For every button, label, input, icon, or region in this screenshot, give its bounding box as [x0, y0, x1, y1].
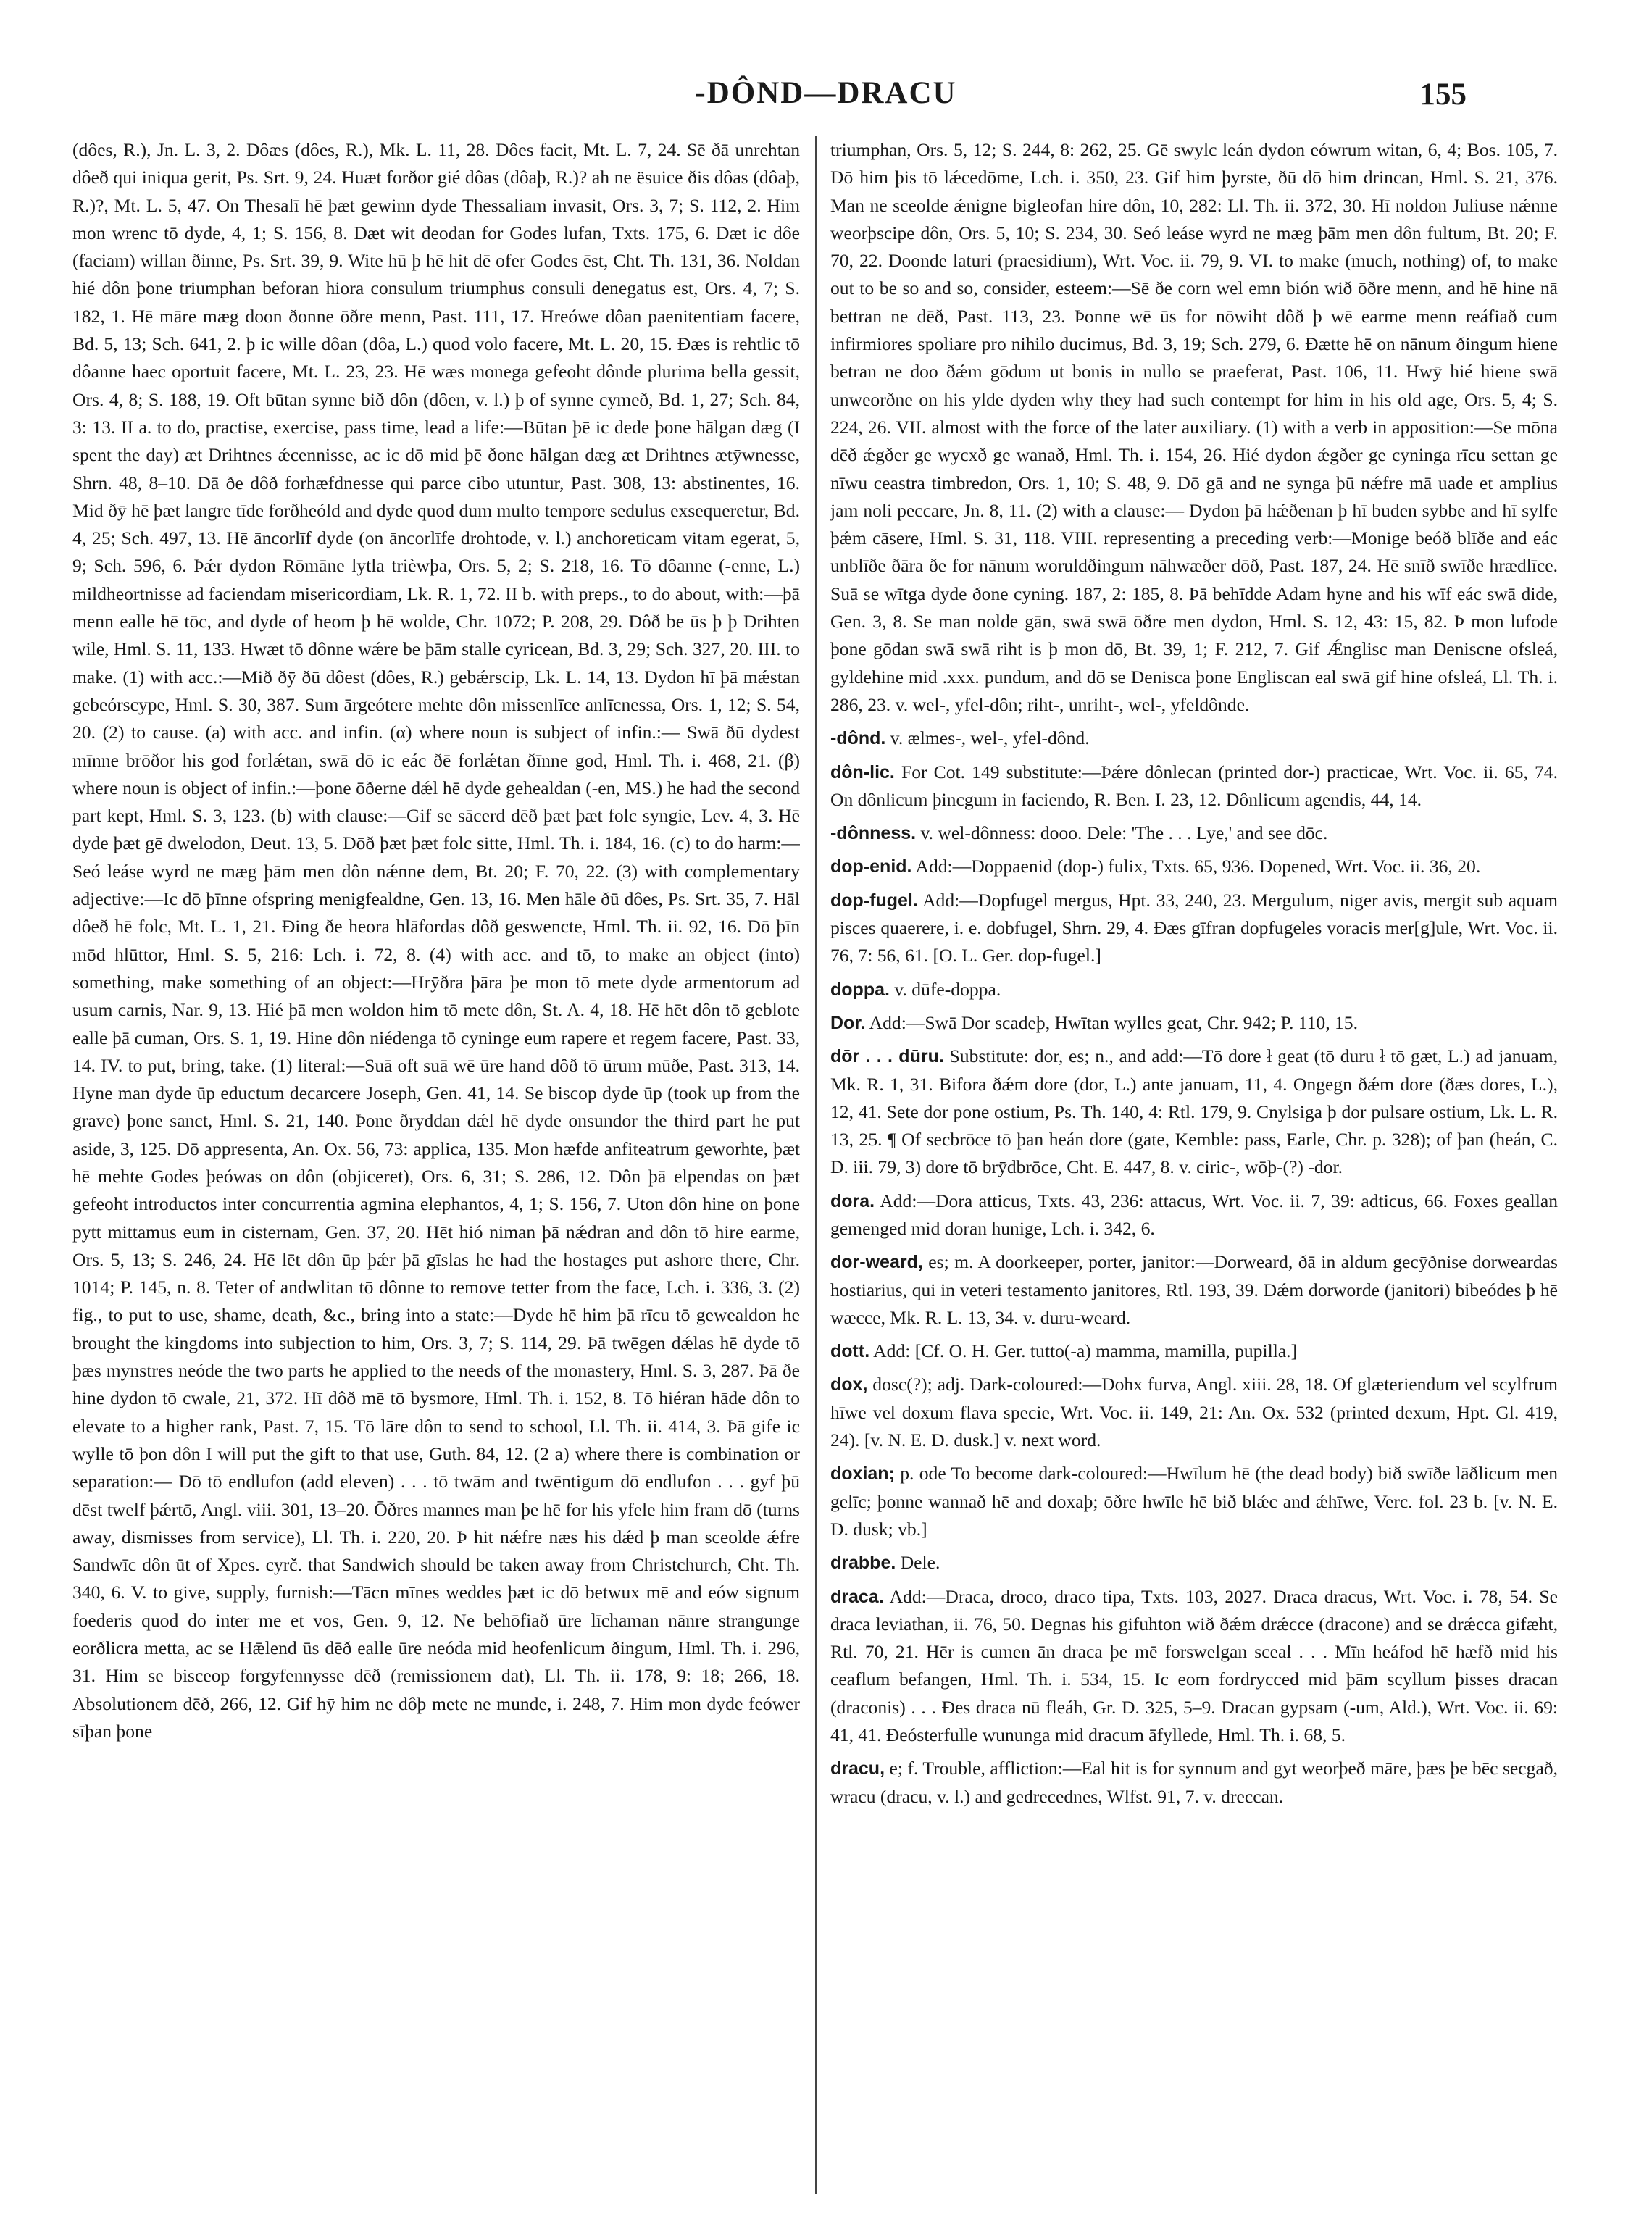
running-head: -DÔND—DRACU: [695, 76, 957, 110]
dictionary-entry: [830, 1248, 1558, 1332]
entry-headword: dop-enid.: [830, 856, 912, 877]
dictionary-entry: [830, 725, 1558, 752]
entry-text: v. ælmes-, wel-, yfel-dônd.: [885, 727, 1090, 749]
dictionary-entry: [830, 819, 1558, 847]
entry-headword: dox,: [830, 1374, 868, 1395]
entry-text: For Cot. 149 substitute:—Þǽre dônlecan (printed dor-) practicae, Wrt. Voc. ii. 65, 74. On dônlicum þincgum in faciendo, R. Ben. I. 23, 12. Dônlicum agendis, 44, 14.: [830, 761, 1558, 810]
dictionary-entry: [830, 759, 1558, 814]
entry-headword: dôn-lic.: [830, 761, 895, 782]
entry-headword: dora.: [830, 1190, 875, 1211]
entry-text: e; f. Trouble, affliction:—Eal hit is for synnum and gyt weorþeð māre, þæs þe bēc secgað, wracu (dracu, v. l.) and gedrecednes, Wlfst. 91, 7. v. dreccan.: [830, 1758, 1558, 1807]
entry-text: Add:—Dora atticus, Txts. 43, 236: attacus, Wrt. Voc. ii. 7, 39: adticus, 66. Foxes geallan gemenged mid doran hunige, Lch. i. 342, 6.: [830, 1190, 1558, 1239]
dictionary-entry: [830, 1583, 1558, 1750]
entry-text: Add:—Doppaenid (dop-) fulix, Txts. 65, 936. Dopened, Wrt. Voc. ii. 36, 20.: [911, 856, 1481, 877]
entry-headword: dop-fugel.: [830, 890, 918, 911]
entry-text: Add:—Swā Dor scadeþ, Hwītan wylles geat, Chr. 942; P. 110, 15.: [865, 1011, 1358, 1033]
entry-headword: dracu,: [830, 1758, 885, 1779]
left-column: [72, 136, 800, 2194]
entry-headword: draca.: [830, 1586, 884, 1607]
entry-text: Dele.: [896, 1552, 940, 1574]
entry-text: v. dūfe-doppa.: [889, 978, 1001, 1000]
entry-text: Substitute: dor, es; n., and add:—Tō dore ł geat (tō duru ł tō gæt, L.) ad januam, Mk. R. 1, 31. Bifora ðǽm dore (dor, L.) ante januam, 11, 4. Ongegn ðǽm dore (ðæs dores, L.), 12, 41. Sete dor pone ostium, Ps. Th. 140, 4: Rtl. 179, 9. Cnylsiga þ dor pulsare ostium, Lk. L. R. 13, 25. ¶ Of secbrōce tō þan heán dore (gate, Kemble: pass, Earle, Chr. p. 328); of þan (heán, C. D. iii. 79, 3) dore tō brȳdbrōce, Cht. E. 447, 8. v. ciric-, wōþ-(?) -dor.: [830, 1045, 1558, 1178]
dictionary-entry: [830, 887, 1558, 970]
entry-headword: Dor.: [830, 1012, 866, 1033]
entry-headword: -dônness.: [830, 823, 917, 844]
entry-text: dosc(?); adj. Dark-coloured:—Dohx furva, Angl. xiii. 28, 18. Of glæteriendum vel scylfrum hīwe vel doxum flava specie, Wrt. Voc. ii. 149, 21: An. Ox. 532 (printed dexum, Hpt. Gl. 419, 24). [v. N. E. D. dusk.] v. next word.: [830, 1374, 1558, 1451]
entry-headword: dott.: [830, 1341, 870, 1362]
entry-text: Add:—Draca, droco, draco tipa, Txts. 103, 2027. Draca dracus, Wrt. Voc. i. 78, 54. Se draca leviathan, ii. 76, 50. Ðegnas his gifuhton wið ðǽm drǽcce (dracone) and se drǽcca gifæht, Rtl. 70, 21. Hēr is cumen ān draca þe mē forswelgan sceal . . . Mīn heáfod hē hæfð mid his ceaflum befangen, Hml. Th. i. 534, 15. Ic eom fordrycced mid þām scyllum þisses dracan (draconis) . . . Ðes draca nū fleáh, Gr. D. 325, 5–9. Dracan gypsam (-um, Ald.), Wrt. Voc. ii. 69: 41, 41. Ðeósterfulle wununga mid dracum āfyllede, Hml. Th. i. 68, 5.: [830, 1585, 1558, 1746]
dictionary-entry: [830, 1187, 1558, 1243]
dictionary-entry: [830, 1460, 1558, 1543]
right-column: [830, 136, 1558, 2194]
entry-text: p. ode To become dark-coloured:—Hwīlum hē (the dead body) bið swīðe lāðlicum men gelīc; þonne wannað hē and doxaþ; ōðre hwīle hē bið blǽc and ǽhīwe, Verc. fol. 23 b. [v. N. E. D. dusk; vb.]: [830, 1463, 1558, 1540]
dictionary-entry: [830, 1009, 1558, 1037]
entry-headword: doppa.: [830, 979, 890, 1000]
dictionary-entry: [830, 976, 1558, 1003]
dictionary-entry: [830, 1337, 1558, 1365]
entry-headword: drabbe.: [830, 1553, 896, 1574]
dictionary-entry: [830, 1755, 1558, 1811]
dictionary-entry: [830, 1371, 1558, 1454]
entry-headword: dor-weard,: [830, 1252, 923, 1273]
entry-headword: -dônd.: [830, 728, 886, 749]
dictionary-entry: [830, 853, 1558, 880]
entry-headword: dōr . . . dūru.: [830, 1046, 944, 1067]
entry-text: triumphan, Ors. 5, 12; S. 244, 8: 262, 25. Gē swylc leán dydon eówrum witan, 6, 4; Bos. 105, 7. Dō him þis tō lǽcedōme, Lch. i. 350, 23. Gif him þyrste, ðū dō him drincan, Hml. S. 21, 376. Man ne sceolde ǽnigne bigleofan hire dôn, 10, 282: Ll. Th. ii. 372, 30. Hī noldon Juliuse nǽnne weorþscipe dôn, Ors. 5, 10; S. 234, 30. Seó leáse wyrd ne mæg þām men dôn fultum, Bt. 20; F. 70, 22. Doonde laturi (praesidium), Wrt. Voc. ii. 79, 9. VI. to make (much, nothing) of, to make out to be so and so, consider, esteem:—Sē ðe corn wel emn bión wið ōðre menn, and hē hine nā bettran ne dēð, Past. 113, 23. Þonne wē ūs for nōwiht dôð þ wē earme menn reáfiað cum infirmiores spoliare pro nihilo ducimus, Bd. 3, 19; Sch. 279, 6. Ðætte hē on nānum ðingum hiene betran ne doo ðǽm gōdum ut bonis in nullo se praeferat, Past. 106, 11. Hwȳ hié hiene swā unweorðne on his ylde dyden why they had such contempt for him in his old age, Ors. 5, 4; S. 224, 26. VII. almost with the force of the later auxiliary. (1) with a verb in apposition:—Se mōna dēð ǽgðer ge wycxð ge wanað, Hml. Th. i. 154, 26. Hié dydon ǽgðer ge cyninga rīcu settan ge nīwu ceastra timbredon, Ors. 1, 10; S. 48, 9. Dō gā and ne synga þū nǽfre mā uade et amplius jam noli peccare, Jn. 8, 11. (2) with a clause:— Dydon þā hǽðenan þ hī buden sybbe and hī sylfe þǽm cāsere, Hml. S. 31, 118. VIII. representing a preceding verb:—Monige beóð blīðe and eác unblīðe ðāra ðe for nānum woruldðingum nāhwæðer dōð, Past. 187, 24. Hē snīð swīðe hrædlīce. Suā se wītga dyde ðone cyning. 187, 2: 185, 8. Þā behīdde Adam hyne and his wīf eác swā dide, Gen. 3, 8. Se man nolde gān, swā swā ōðre men dydon, Hml. S. 12, 43: 15, 82. Þ mon lufode þone gōdan swā swā riht is þ mon dō, Bt. 39, 1; F. 212, 7. Gif Ǽnglisc man Deniscne ofsleá, gyldehine mid .xxx. pundum, and dō se Denisca þone Engliscan eal swā gif hine ofsleá, Ll. Th. i. 286, 23. v. wel-, yfel-dôn; riht-, unriht-, wel-, yfeldônde.: [830, 139, 1558, 715]
column-divider: [815, 136, 817, 2194]
entry-headword: doxian;: [830, 1464, 895, 1485]
entry-continuation: (dôes, R.), Jn. L. 3, 2. Dôæs (dôes, R.), Mk. L. 11, 28. Dôes facit, Mt. L. 7, 24. Sē ðā unrehtan dôeð qui iniqua gerit, Ps. Srt. 9, 24. Huæt forðor gié dôas (dôaþ, R.)? ah ne ësuice ðis dôas (dôaþ, R.)?, Mt. L. 5, 47. On Thesalī hē þæt gewinn dyde Thessaliam invasit, Ors. 3, 7; S. 112, 2. Him mon wrenc tō dyde, 4, 1; S. 156, 8. Ðæt wit deodan for Godes lufan, Txts. 175, 6. Ðæt ic dôe (faciam) willan ðinne, Ps. Srt. 39, 9. Wite hū þ hē hit dē ofer Godes ēst, Cht. Th. 131, 36. Noldan hié dôn þone triumphan beforan hiora consulum triumphus consuli denegatus est, Ors. 4, 7; S. 182, 1. Hē māre mæg doon ðonne ōðre menn, Past. 111, 17. Hreówe dôan paenitentiam facere, Bd. 5, 13; Sch. 641, 2. þ ic wille dôan (dôa, L.) quod volo facere, Mt. L. 20, 15. Ðæs is rehtlic tō dôanne haec oportuit facere, Mt. L. 23, 23. Hē wæs monega gefeoht dônde plurima bella gessit, Ors. 4, 8; S. 188, 19. Oft būtan synne bið dôn (dôen, v. l.) þ of synne cymeð, Bd. 1, 27; Sch. 84, 3: 13. II a. to do, practise, exercise, pass time, lead a life:—Būtan þē ic dede þone hālgan dæg (I spent the day) æt Drihtnes ǽcennisse, ac ic dō mid þē ðone hālgan dæg æt Drihtnes ætȳwnesse, Shrn. 48, 8–10. Ðā ðe dôð forhæfdnesse qui parce cibo utuntur, Past. 308, 13: abstinentes, 16. Mid ðȳ hē þæt langre tīde forðheóld and dyde quod dum multo tempore sedulus exsequeretur, Bd. 4, 25; Sch. 497, 13. Hē āncorlīf dyde (on āncorlīfe drohtode, v. l.) anchoreticam vitam egerat, 5, 9; Sch. 596, 6. Þǽr dydon Rōmāne lytla trièwþa, Ors. 5, 2; S. 218, 16. Tō dôanne (-enne, L.) mildheortnisse ad faciendam misericordiam, Lk. R. 1, 72. II b. with preps., to do about, with:—þā menn ealle hē tōc, and dyde of heom þ hē wolde, Chr. 1072; P. 208, 29. Dôð be ūs þ þ Drihten wile, Hml. S. 11, 133. Hwæt tō dônne wǽre be þām stalle cyricean, Bd. 3, 29; Sch. 327, 20. III. to make. (1) with acc.:—Mið ðȳ ðū dôest (dôes, R.) gebǽrscip, Lk. L. 14, 13. Dydon hī þā mǽstan gebeórscype, Hml. S. 30, 387. Sum ārgeótere mehte dôn missenlīce anlīcnessa, Ors. 1, 12; S. 54, 20. (2) to cause. (a) with acc. and infin. (α) where noun is subject of infin.:— Swā ðū dydest mīnne brōðor his god forlǽtan, swā dō ic eác ðē forlǽtan ðīnne god, Hml. Th. i. 468, 21. (β) where noun is object of infin.:—þone ōðerne dǽl hē dyde gehealdan (-en, MS.) he had the second part kept, Hml. S. 3, 123. (b) with clause:—Gif se sācerd dēð þæt þæt folc syngie, Lev. 4, 3. Hē dyde þæt gē dwelodon, Deut. 13, 5. Dōð þæt þæt folc sitte, Hml. Th. i. 184, 16. (c) to do harm:—Seó leáse wyrd ne mæg þām men dôn nǽnne dem, Bt. 20; F. 70, 22. (3) with complementary adjective:—Ic dō þīnne ofspring menigfealdne, Gen. 13, 16. Men hāle ðū dôes, Ps. Srt. 35, 7. Hāl dôeð hē folc, Mt. L. 1, 21. Ðing ðe heora hlāfordas dôð geswencte, Hml. Th. ii. 92, 16. Dō þīn mōd hlūttor, Hml. S. 5, 216: Lch. i. 72, 8. (4) with acc. and tō, to make an object (into) something, make something of an object:—Hrȳðra þāra þe mon tō mete dyde armentorum ad usum carnis, Nar. 9, 13. Hié þā men woldon him tō mete dôn, St. A. 4, 18. Hē hēt dôn tō geblote ealle þā cuman, Ors. S. 1, 19. Hine dôn niédenga tō cyninge eum rapere et regem facere, Past. 33, 14. IV. to put, bring, take. (1) literal:—Suā oft suā wē ūre hand dôð tō ūrum mūðe, Past. 313, 14. Hyne man dyde ūp eductum decarcere Joseph, Gen. 41, 14. Se biscop dyde ūp (took up from the grave) þone sanct, Hml. S. 21, 140. Þone ðryddan dǽl hē dyde onsundor the third part he put aside, 3, 125. Dō appresenta, An. Ox. 56, 73: applica, 135. Mon hæfde anfiteatrum geworhte, þæt hē mehte Godes þeówas on dôn (objiceret), Ors. 6, 31; S. 286, 12. Dôn þā elpendas on þæt gefeoht introductos inter concurrentia agmina elephantos, 4, 1; S. 156, 7. Uton dôn hine on þone pytt mittamus eum in cisternam, Gen. 37, 20. Hēt hió niman þā nǽdran and dôn tō hire earme, Ors. 5, 13; S. 246, 24. Hē lēt dôn ūp þǽr þā gīslas he had the hostages put ashore there, Chr. 1014; P. 145, n. 8. Teter of andwlitan tō dônne to remove tetter from the face, Lch. i. 336, 3. (2) fig., to put to use, shame, death, &c., bring into a state:—Dyde hē him þā rīcu tō gewealdon he brought the kingdoms into subjection to him, Ors. 3, 7; S. 114, 29. Þā twēgen dǽlas hē dyde tō þæs mynstres neóde the two parts he applied to the needs of the monastery, Hml. S. 3, 287. Þā ðe hine dydon tō cwale, 21, 372. Hī dôð mē tō bysmore, Hml. Th. i. 152, 8. Tō hiéran hāde dôn to elevate to a higher rank, Past. 7, 15. Tō lāre dôn to send to school, Ll. Th. ii. 414, 3. Þā gife ic wylle tō þon dôn I will put the gift to that use, Guth. 84, 12. (2 a) where there is combination or separation:— Dō tō endlufon (add eleven) . . . tō twām and twēntigum dō endlufon . . . gyf þū dēst twelf þǽrtō, Angl. viii. 301, 13–20. Ōðres mannes man þe hē for his yfele him fram dō (turns away, dismisses from service), Ll. Th. i. 220, 20. Þ hit nǽfre næs his dǽd þ man sceolde ǽfre Sandwīc dôn ūt of Xpes. cyrč. that Sandwich should be taken away from Christchurch, Cht. Th. 340, 6. V. to give, supply, furnish:—Tācn mīnes weddes þæt ic dō betwux mē and eów signum foederis quod do inter me et vos, Gen. 9, 12. Ne behōfiað ūre līchaman nānre strangunge eorðlicra metta, ac se Hǣlend ūs dēð ealle ūre neóda mid heofenlicum ðingum, Hml. Th. i. 296, 31. Him se bisceop forgyfennysse dēð (remissionem dat), Ll. Th. ii. 178, 9: 18; 266, 18. Absolutionem dēð, 266, 12. Gif hȳ him ne dôþ mete ne munde, i. 248, 7. Him mon dyde feówer sīþan þone: [72, 139, 800, 1742]
page-header: [0, 75, 1652, 119]
entry-continuation: [830, 136, 1558, 719]
entry-text: Add: [Cf. O. H. Ger. tutto(-a) mamma, mamilla, pupilla.]: [869, 1340, 1298, 1362]
dictionary-entry: [830, 1043, 1558, 1181]
entry-text: es; m. A doorkeeper, porter, janitor:—Dorweard, ðā in aldum gecȳðnise dorweardas hostiarius, qui in veteri testamento janitores, Rtl. 193, 39. Ðǽm dorworde (janitori) bibeódes þ hē wæcce, Mk. R. L. 13, 34. v. duru-weard.: [830, 1251, 1558, 1328]
page-number: 155: [1419, 78, 1467, 112]
dictionary-entry: [830, 1549, 1558, 1577]
entry-text: v. wel-dônness: dooo. Dele: 'The . . . Lye,' and see dōc.: [916, 822, 1328, 844]
entry-text: Add:—Dopfugel mergus, Hpt. 33, 240, 23. Mergulum, niger avis, mergit sub aquam pisces quaerere, i. e. dobfugel, Shrn. 29, 4. Ðæs gīfran dopfugeles voracis mer[g]ule, Wrt. Voc. ii. 76, 7: 56, 61. [O. L. Ger. dop-fugel.]: [830, 889, 1558, 966]
